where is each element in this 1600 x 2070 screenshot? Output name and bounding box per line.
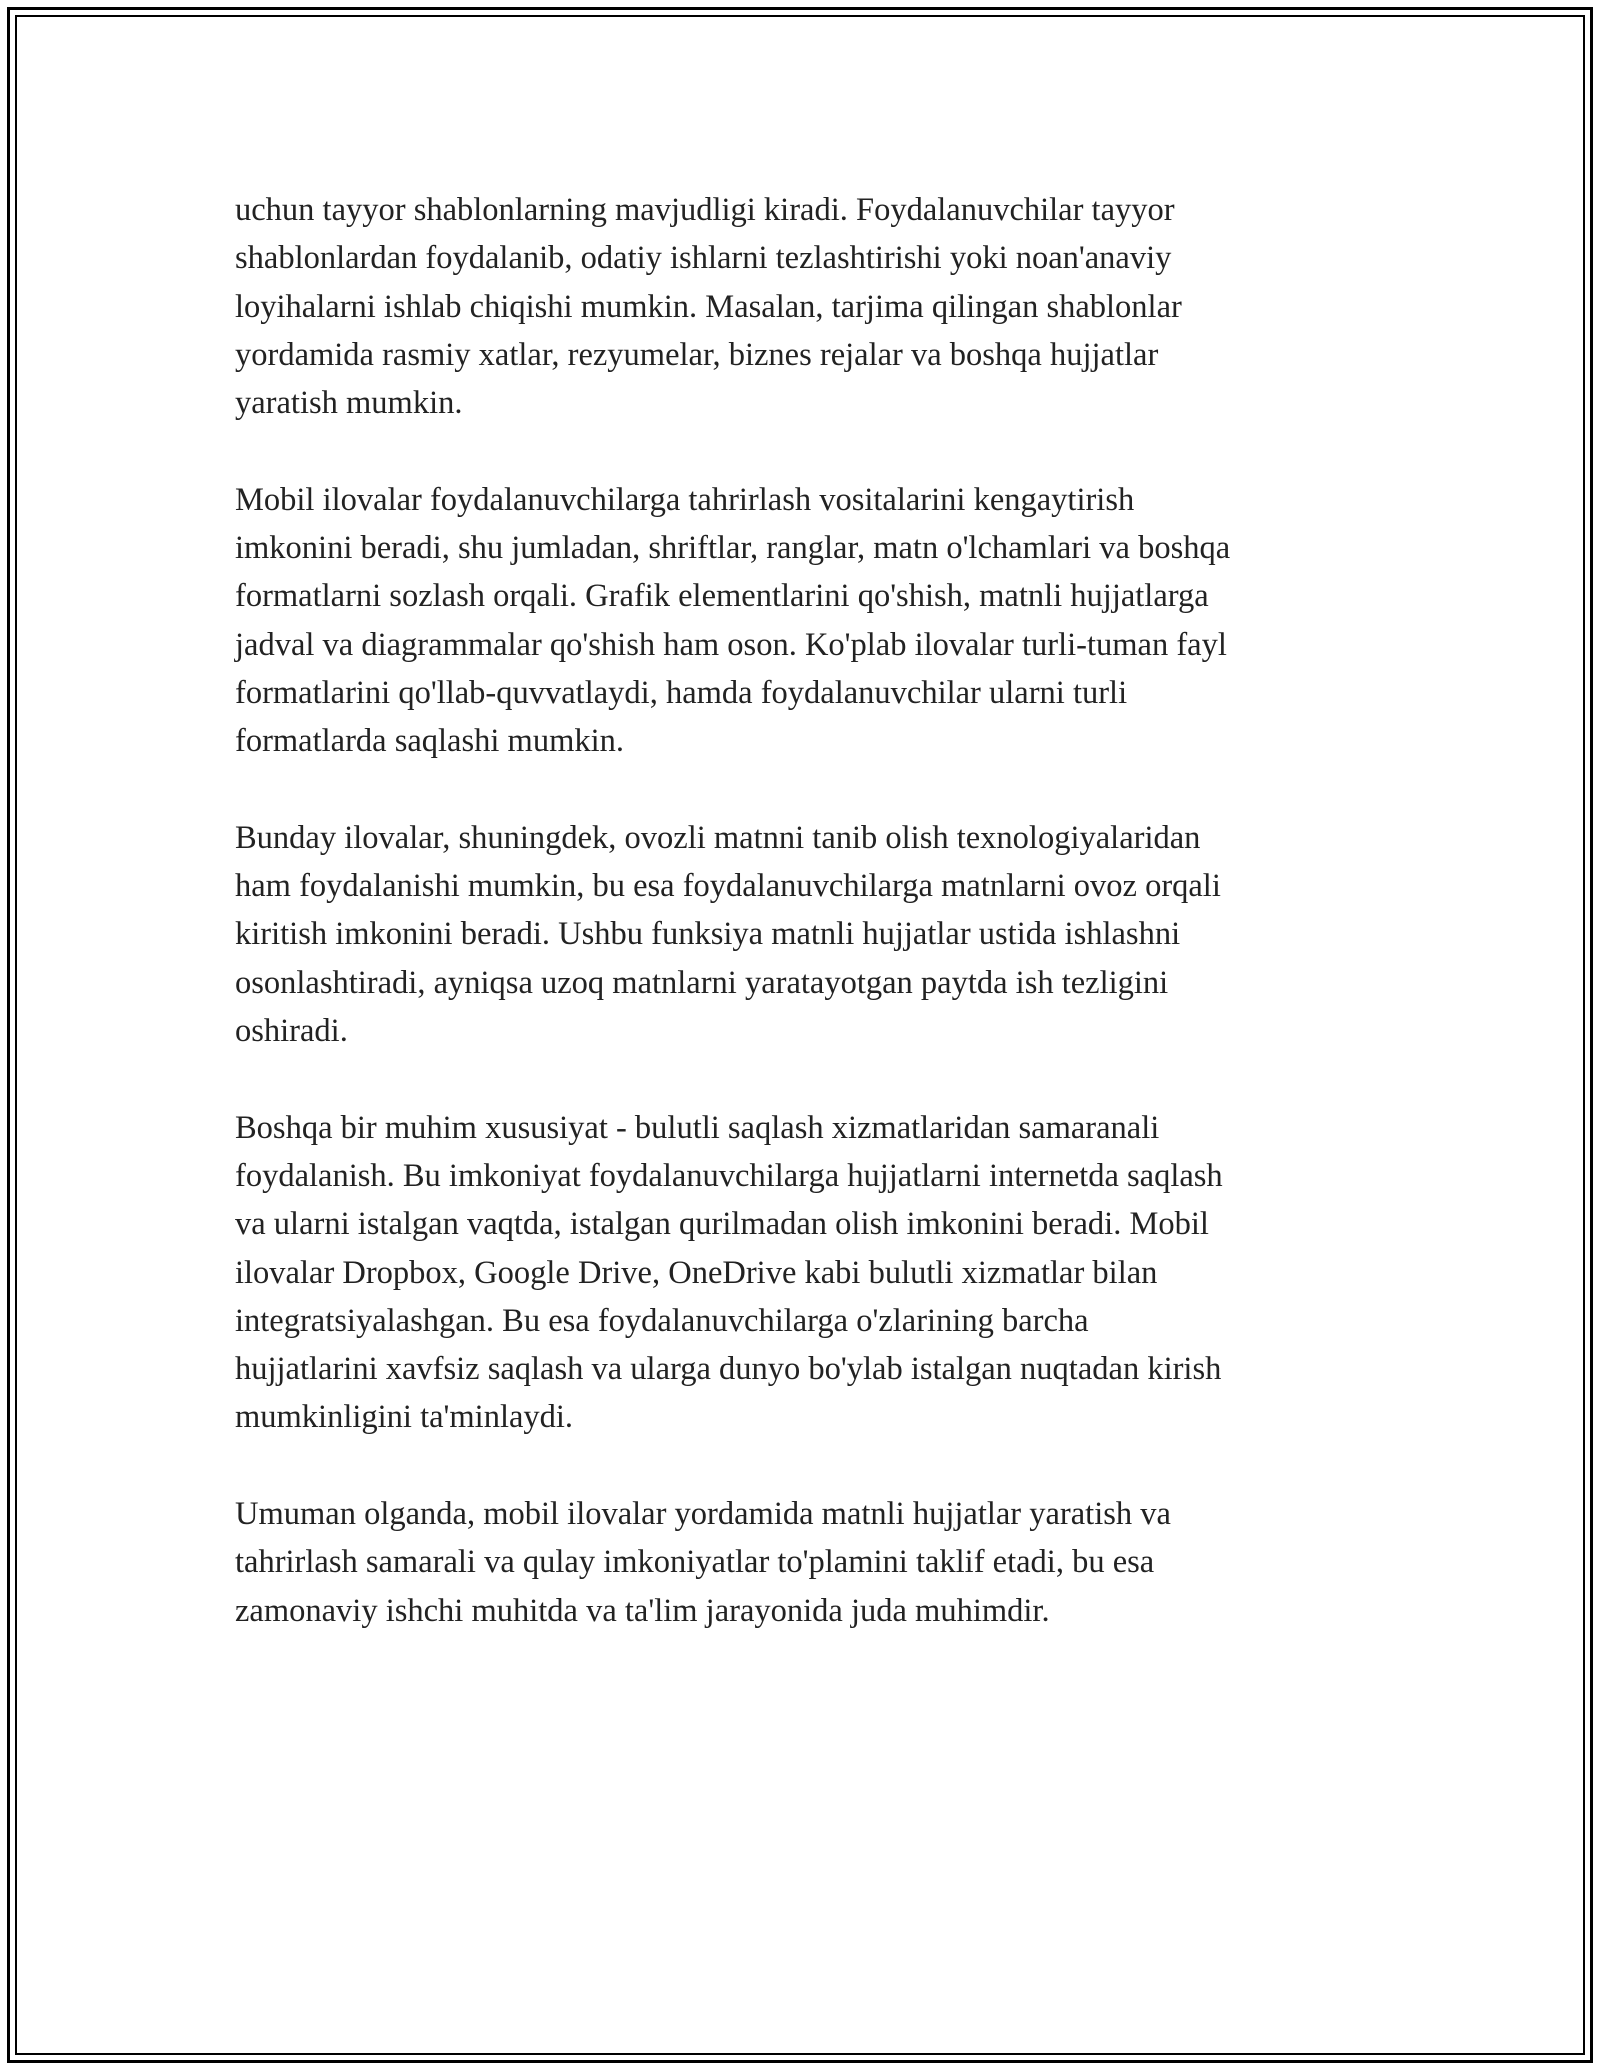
text-line: foydalanish. Bu imkoniyat foydalanuvchilarga hujjatlarni internetda saqlash [235,1157,1223,1194]
text-line: kiritish imkonini beradi. Ushbu funksiya matnli hujjatlar ustida ishlashni [235,916,1181,953]
document-body [235,186,1385,1683]
text-line: Mobil ilovalar foydalanuvchilarga tahrirlash vositalarini kengaytirish [235,481,1135,518]
text-line: shablonlardan foydalanib, odatiy ishlarni tezlashtirishi yoki noan'anaviy [235,240,1172,277]
text-line: jadval va diagrammalar qo'shish ham oson. Ko'plab ilovalar turli-tuman fayl [235,626,1227,663]
paragraph-voice-input [235,814,1385,1055]
paragraph-templates [235,186,1385,427]
text-line: formatlarini qo'llab-quvvatlaydi, hamda foydalanuvchilar ularni turli [235,674,1128,711]
text-line: Boshqa bir muhim xususiyat - bulutli saqlash xizmatlaridan samaranali [235,1109,1160,1146]
text-line: loyihalarni ishlab chiqishi mumkin. Masalan, tarjima qilingan shablonlar [235,288,1182,325]
text-line: formatlarni sozlash orqali. Grafik elementlarini qo'shish, matnli hujjatlarga [235,578,1209,615]
text-line: ham foydalanishi mumkin, bu esa foydalanuvchilarga matnlarni ovoz orqali [235,868,1221,905]
text-line: oshiradi. [235,1013,348,1050]
text-line: tahrirlash samarali va qulay imkoniyatlar to'plamini taklif etadi, bu esa [235,1544,1155,1581]
text-line: va ularni istalgan vaqtda, istalgan qurilmadan olish imkonini beradi. Mobil [235,1206,1209,1243]
text-line: formatlarda saqlashi mumkin. [235,723,625,760]
text-line: yordamida rasmiy xatlar, rezyumelar, biznes rejalar va boshqa hujjatlar [235,336,1159,373]
text-line: imkonini beradi, shu jumladan, shriftlar, ranglar, matn o'lchamlari va boshqa [235,530,1231,567]
text-line: mumkinligini ta'minlaydi. [235,1399,574,1436]
paragraph-conclusion [235,1490,1385,1635]
paragraph-cloud-storage [235,1104,1385,1442]
paragraph-editing-tools [235,476,1385,766]
text-line: ilovalar Dropbox, Google Drive, OneDrive kabi bulutli xizmatlar bilan [235,1254,1158,1291]
text-line: yaratish mumkin. [235,385,463,422]
text-line: osonlashtiradi, ayniqsa uzoq matnlarni yaratayotgan paytda ish tezligini [235,964,1169,1001]
text-line: uchun tayyor shablonlarning mavjudligi kiradi. Foydalanuvchilar tayyor [235,192,1175,228]
text-line: Bunday ilovalar, shuningdek, ovozli matnni tanib olish texnologiyalaridan [235,819,1201,856]
text-line: Umuman olganda, mobil ilovalar yordamida matnli hujjatlar yaratish va [235,1496,1171,1533]
text-line: integratsiyalashgan. Bu esa foydalanuvchilarga o'zlarining barcha [235,1302,1089,1339]
text-line: zamonaviy ishchi muhitda va ta'lim jarayonida juda muhimdir. [235,1592,1050,1629]
text-line: hujjatlarini xavfsiz saqlash va ularga dunyo bo'ylab istalgan nuqtadan kirish [235,1351,1222,1388]
